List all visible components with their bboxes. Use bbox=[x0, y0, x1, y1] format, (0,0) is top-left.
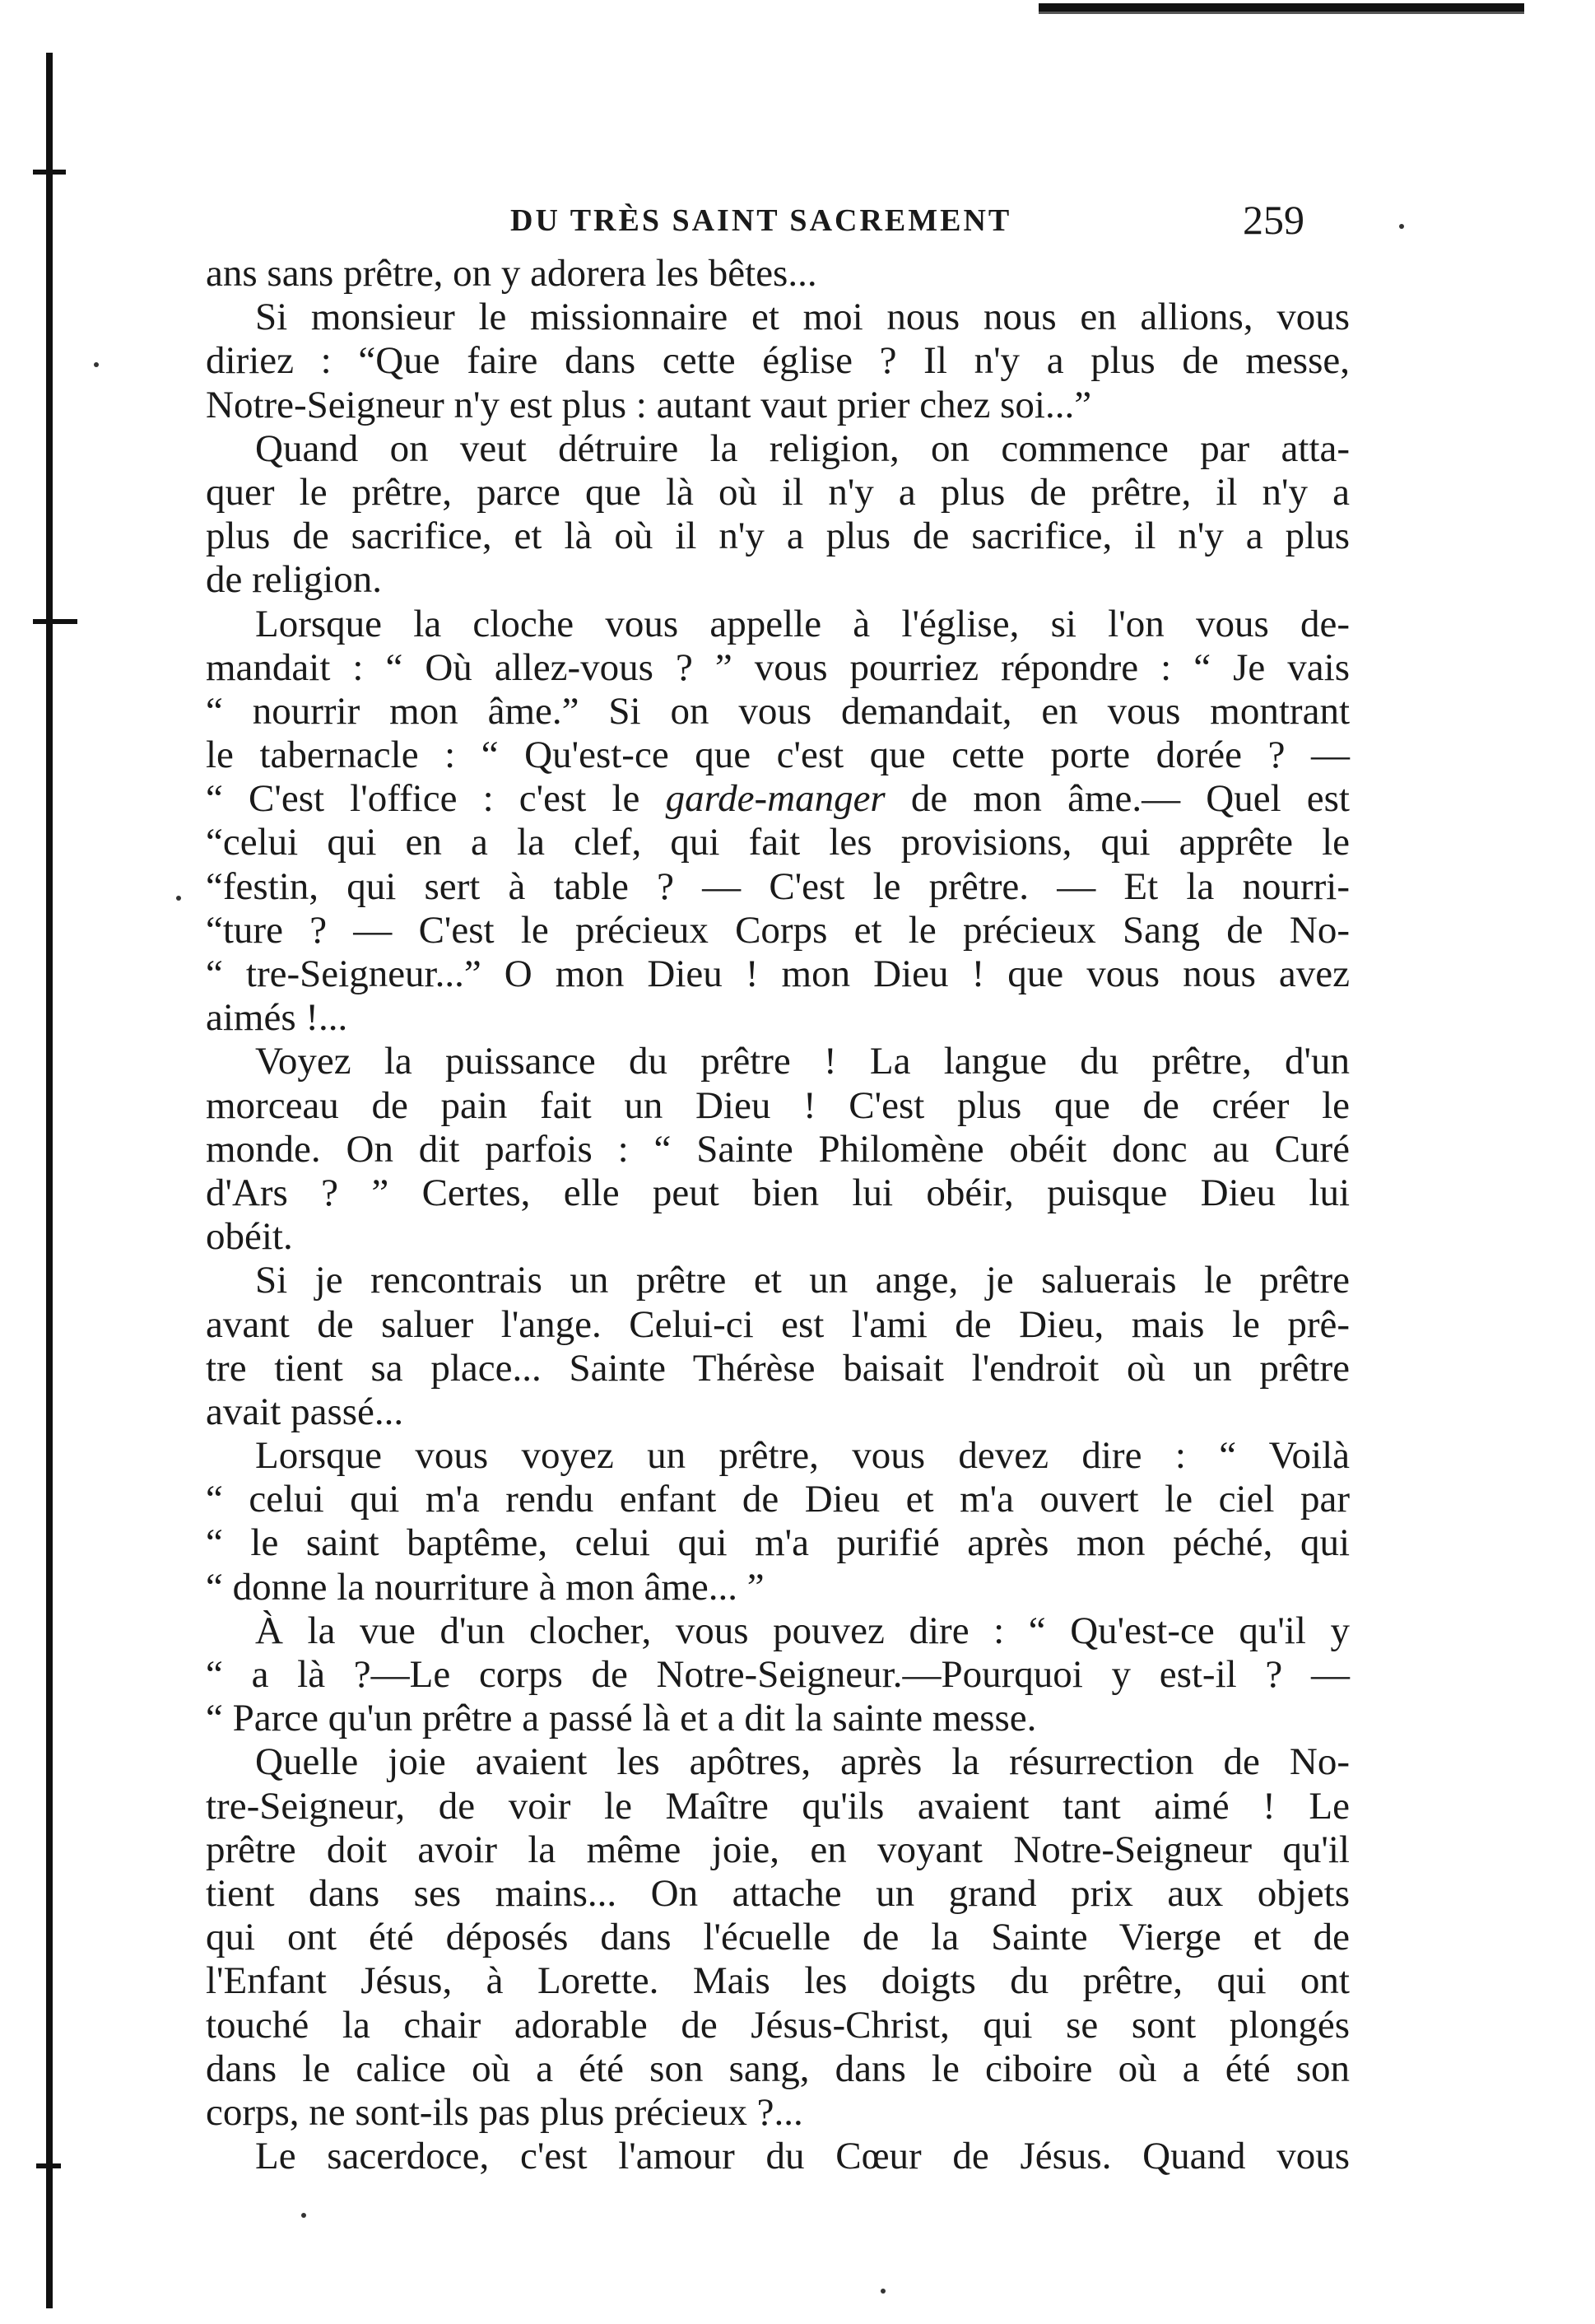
scan-edge-tick bbox=[36, 2163, 61, 2168]
text-line: Si je rencontrais un prêtre et un ange, je saluerais le prêtre bbox=[255, 1259, 1350, 1302]
text-line: À la vue d'un clocher, vous pouvez dire : “ Qu'est-ce qu'il y bbox=[255, 1609, 1350, 1652]
scan-edge-tick bbox=[33, 619, 77, 624]
text-line: prêtre doit avoir la même joie, en voyant Notre-Seigneur qu'il bbox=[206, 1828, 1350, 1871]
scan-speck bbox=[1399, 224, 1404, 229]
text-line: avait passé... bbox=[206, 1390, 404, 1433]
text-line: d'Ars ? ” Certes, elle peut bien lui obéir, puisque Dieu lui bbox=[206, 1171, 1350, 1214]
text-line: Lorsque la cloche vous appelle à l'église, si l'on vous de- bbox=[255, 602, 1350, 645]
text-segment: “ C'est l'office : c'est le bbox=[206, 777, 666, 821]
text-line: “ donne la nourriture à mon âme... ” bbox=[206, 1565, 765, 1609]
scan-edge-rule-thin bbox=[1039, 12, 1524, 14]
text-line: “ le saint baptême, celui qui m'a purifié après mon péché, qui bbox=[206, 1521, 1350, 1565]
scan-binding-edge bbox=[46, 53, 53, 2308]
text-line: mandait : “ Où allez-vous ? ” vous pourriez répondre : “ Je vais bbox=[206, 645, 1350, 689]
text-line: monde. On dit parfois : “ Sainte Philomène obéit donc au Curé bbox=[206, 1127, 1350, 1171]
text-line: plus de sacrifice, et là où il n'y a plus de sacrifice, il n'y a plus bbox=[206, 515, 1350, 558]
text-line bbox=[206, 777, 1350, 821]
text-line: “ nourrir mon âme.” Si on vous demandait, en vous montrant bbox=[206, 689, 1350, 733]
text-line: l'Enfant Jésus, à Lorette. Mais les doigts du prêtre, qui ont bbox=[206, 1959, 1350, 2003]
scan-edge-tick bbox=[33, 170, 66, 175]
text-line: dans le calice où a été son sang, dans le ciboire où a été son bbox=[206, 2047, 1350, 2090]
text-line: diriez : “Que faire dans cette église ? Il n'y a plus de messe, bbox=[206, 339, 1350, 383]
text-line: touché la chair adorable de Jésus-Christ, qui se sont plongés bbox=[206, 2003, 1350, 2047]
scan-speck bbox=[881, 2289, 886, 2294]
text-line: tre tient sa place... Sainte Thérèse baisait l'endroit où un prêtre bbox=[206, 1346, 1350, 1390]
text-line: “festin, qui sert à table ? — C'est le prêtre. — Et la nourri- bbox=[206, 864, 1350, 908]
text-segment: de mon âme.— Quel est bbox=[885, 777, 1350, 821]
text-line: de religion. bbox=[206, 558, 383, 602]
text-line: corps, ne sont-ils pas plus précieux ?... bbox=[206, 2090, 803, 2134]
text-line: “ a là ?—Le corps de Notre-Seigneur.—Pourquoi y est-il ? — bbox=[206, 1653, 1350, 1696]
text-line: “ tre-Seigneur...” O mon Dieu ! mon Dieu ! que vous nous avez bbox=[206, 952, 1350, 995]
text-line: “ture ? — C'est le précieux Corps et le précieux Sang de No- bbox=[206, 908, 1350, 952]
text-line: tient dans ses mains... On attache un grand prix aux objets bbox=[206, 1871, 1350, 1915]
text-line: obéit. bbox=[206, 1215, 293, 1259]
text-line: Lorsque vous voyez un prêtre, vous devez dire : “ Voilà bbox=[255, 1434, 1350, 1478]
body-text bbox=[206, 252, 1350, 2178]
text-line: Quand on veut détruire la religion, on commence par atta- bbox=[255, 426, 1350, 470]
text-line: “ celui qui m'a rendu enfant de Dieu et m'a ouvert le ciel par bbox=[206, 1478, 1350, 1521]
text-line: Notre-Seigneur n'y est plus : autant vaut prier chez soi...” bbox=[206, 383, 1092, 426]
text-line: qui ont été déposés dans l'écuelle de la Sainte Vierge et de bbox=[206, 1916, 1350, 1959]
text-line: morceau de pain fait un Dieu ! C'est plus que de créer le bbox=[206, 1083, 1350, 1127]
running-head: DU TRÈS SAINT SACREMENT bbox=[510, 203, 1012, 238]
text-line: “ Parce qu'un prêtre a passé là et a dit la sainte messe. bbox=[206, 1697, 1037, 1740]
scan-speck bbox=[176, 896, 181, 901]
text-line: Le sacerdoce, c'est l'amour du Cœur de Jésus. Quand vous bbox=[255, 2135, 1350, 2178]
text-line: avant de saluer l'ange. Celui-ci est l'ami de Dieu, mais le prê- bbox=[206, 1302, 1350, 1346]
text-line: aimés !... bbox=[206, 996, 348, 1040]
text-line: quer le prêtre, parce que là où il n'y a plus de prêtre, il n'y a bbox=[206, 470, 1350, 514]
italic-term: garde-manger bbox=[665, 777, 886, 821]
text-line: Voyez la puissance du prêtre ! La langue du prêtre, d'un bbox=[255, 1040, 1350, 1083]
scan-speck bbox=[94, 362, 99, 367]
text-line: le tabernacle : “ Qu'est-ce que c'est que cette porte dorée ? — bbox=[206, 734, 1350, 777]
text-line: Quelle joie avaient les apôtres, après la résurrection de No- bbox=[255, 1740, 1350, 1784]
scan-speck bbox=[301, 2213, 306, 2218]
text-line: Si monsieur le missionnaire et moi nous nous en allions, vous bbox=[255, 296, 1350, 339]
text-line: “celui qui en a la clef, qui fait les provisions, qui apprête le bbox=[206, 821, 1350, 864]
page-number: 259 bbox=[1243, 197, 1304, 243]
text-line: ans sans prêtre, on y adorera les bêtes... bbox=[206, 252, 817, 295]
text-line: tre-Seigneur, de voir le Maître qu'ils avaient tant aimé ! Le bbox=[206, 1784, 1350, 1828]
